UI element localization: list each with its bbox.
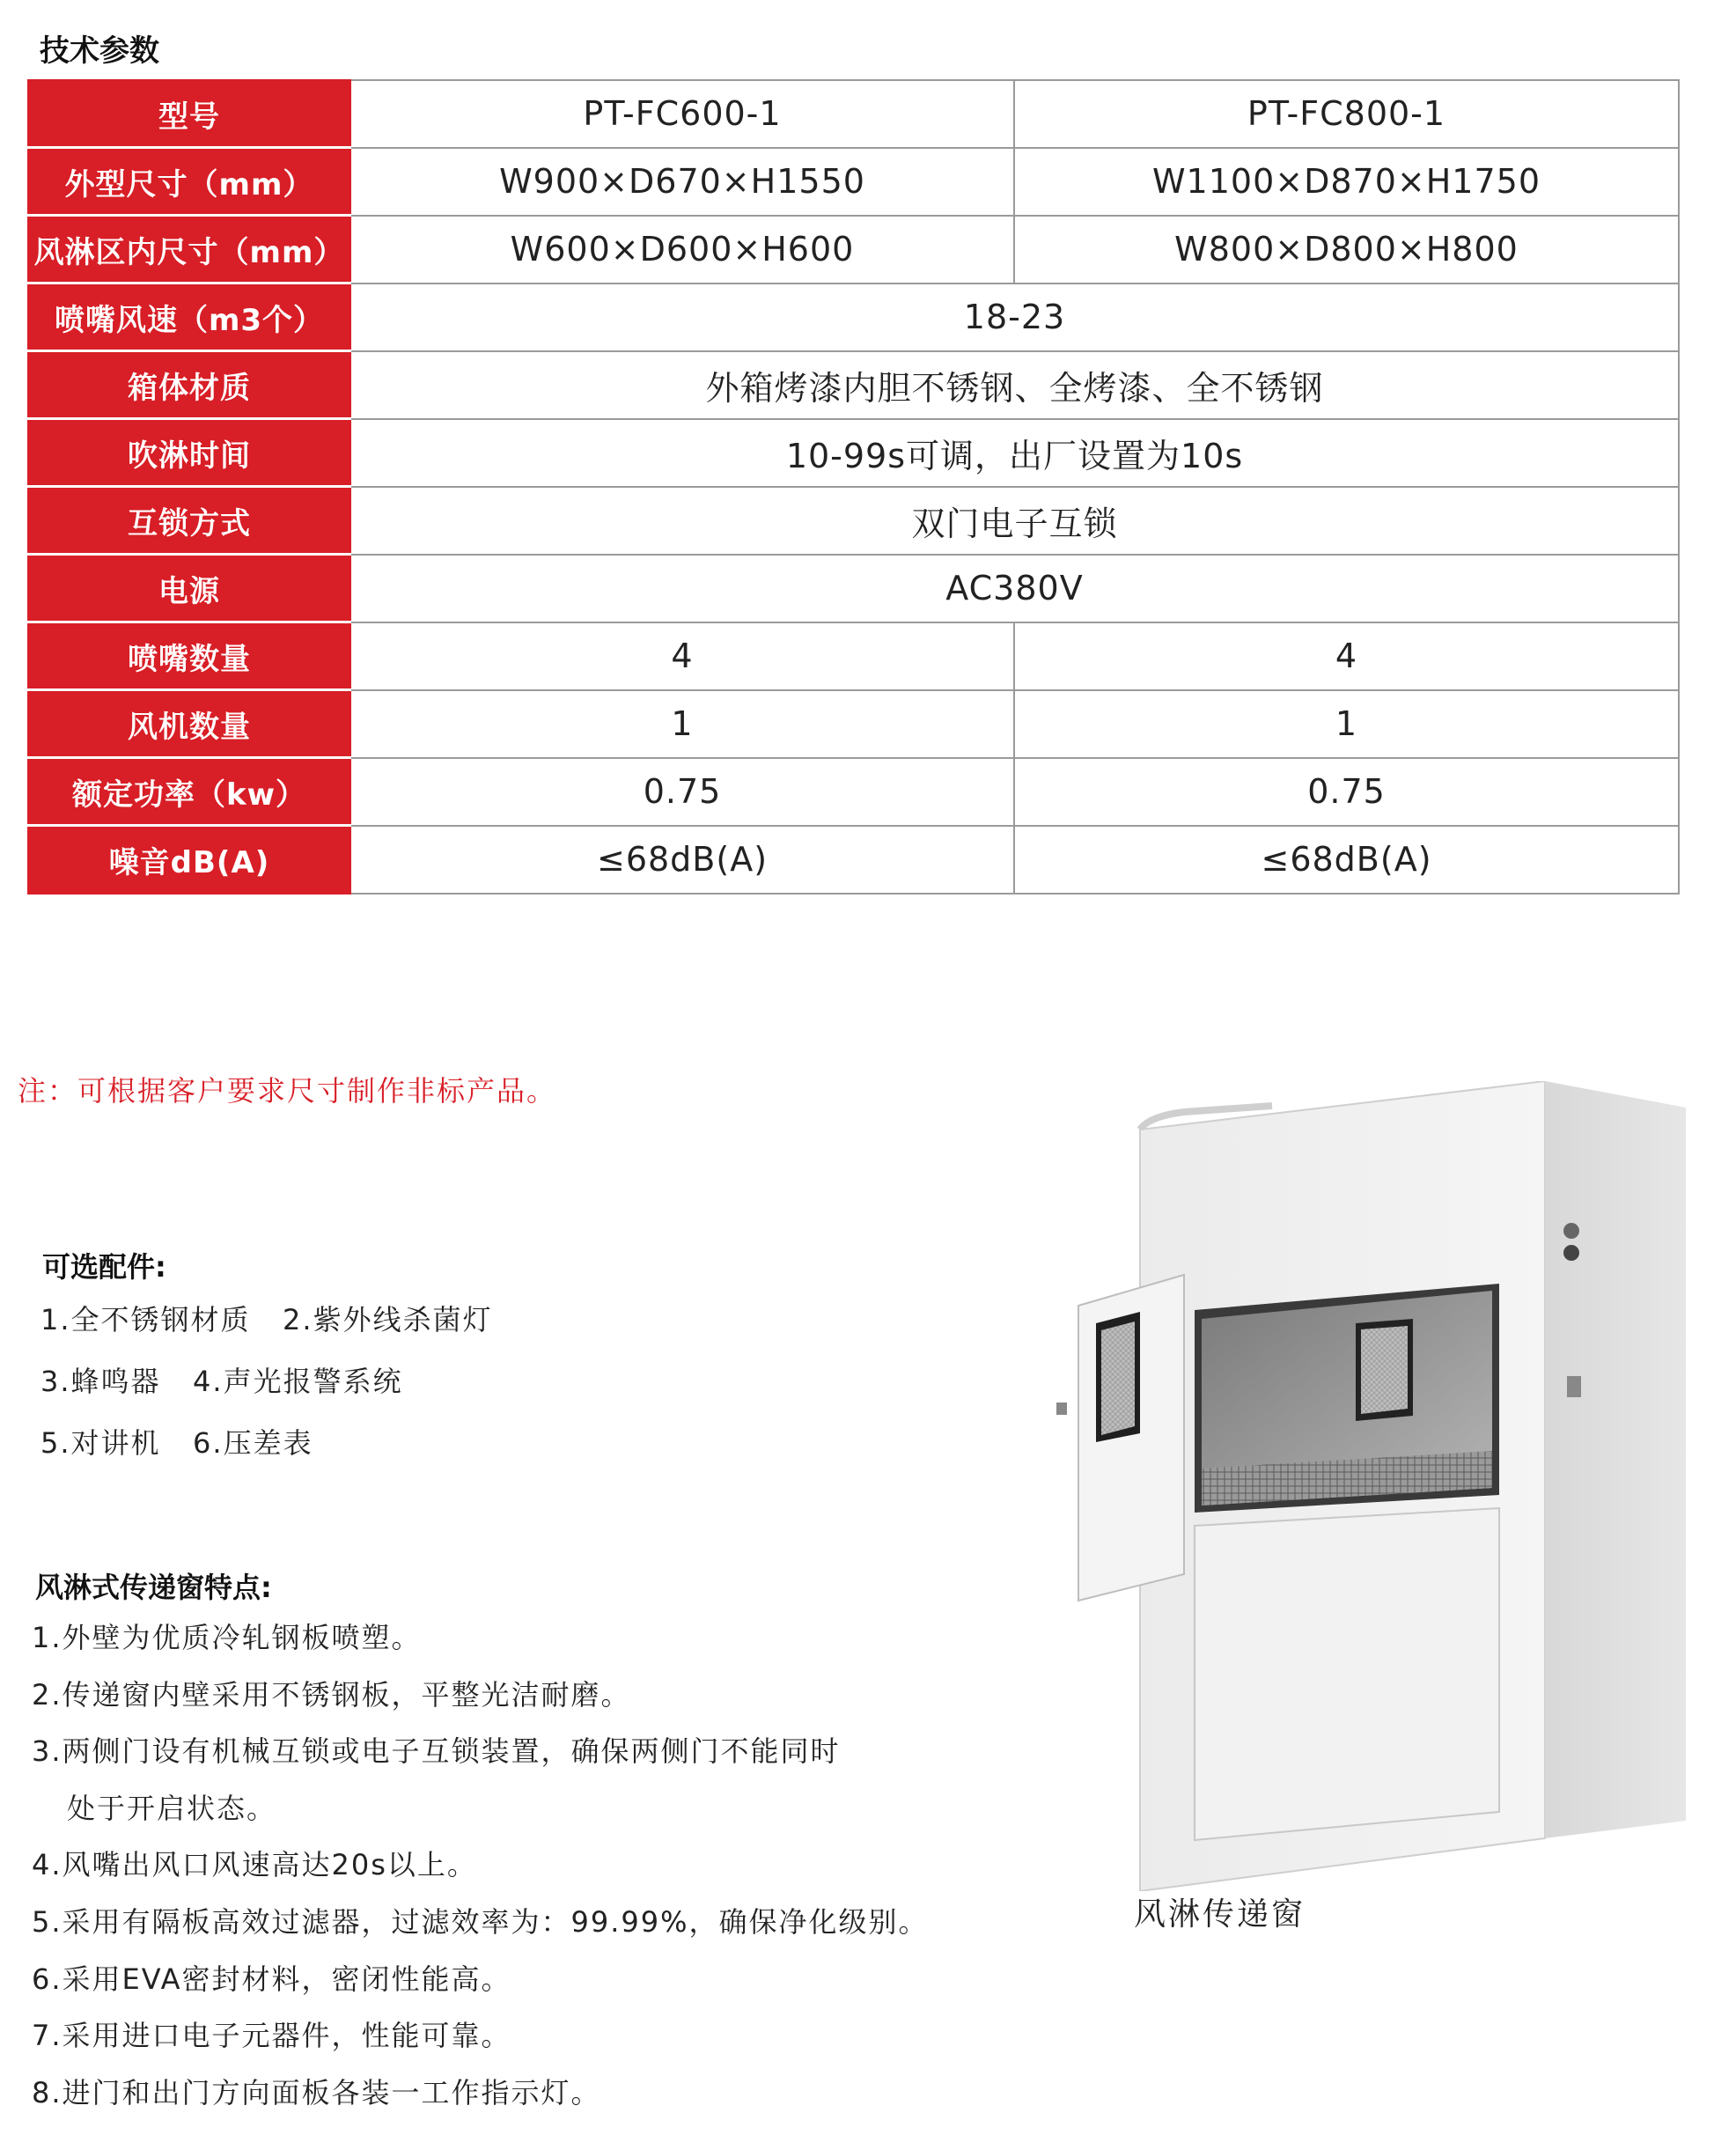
options-line: 1.全不锈钢材质 2.紫外线杀菌灯 — [40, 1303, 493, 1336]
feature-item: 4.风嘴出风口风速高达20s以上。 — [32, 1848, 477, 1882]
spec-label: 电源 — [28, 555, 350, 622]
spec-value: 外箱烤漆内胆不锈钢、全烤漆、全不锈钢 — [350, 351, 1679, 419]
side-latch-icon — [1567, 1376, 1581, 1397]
feature-item: 6.采用EVA密封材料，密闭性能高。 — [32, 1962, 511, 1996]
spec-row — [28, 690, 1679, 758]
feature-item: 7.采用进口电子元器件，性能可靠。 — [32, 2019, 511, 2053]
spec-row — [28, 283, 1679, 351]
spec-value: 1 — [1014, 690, 1679, 758]
spec-value: AC380V — [350, 555, 1679, 622]
spec-row — [28, 351, 1679, 419]
spec-value: 0.75 — [350, 758, 1014, 826]
spec-label: 喷嘴风速（m3个） — [28, 283, 350, 351]
cabinet-side — [1545, 1081, 1686, 1838]
spec-table — [27, 79, 1680, 894]
spec-row — [28, 148, 1679, 216]
features-list — [32, 1616, 929, 2127]
spec-label: 吹淋时间 — [28, 419, 350, 487]
spec-row — [28, 555, 1679, 622]
spec-label: 喷嘴数量 — [28, 622, 350, 690]
spec-row — [28, 419, 1679, 487]
indicator-light-icon — [1563, 1245, 1579, 1261]
spec-value: PT-FC600-1 — [350, 80, 1014, 148]
spec-label: 噪音dB(A) — [28, 826, 350, 894]
spec-value: 18-23 — [350, 283, 1679, 351]
features-title: 风淋式传递窗特点: — [35, 1571, 272, 1604]
options-list — [40, 1298, 493, 1483]
spec-label: 风机数量 — [28, 690, 350, 758]
options-title: 可选配件: — [42, 1250, 166, 1284]
feature-item: 1.外壁为优质冷轧钢板喷塑。 — [32, 1621, 422, 1654]
section-title: 技术参数 — [40, 33, 159, 69]
spec-row — [28, 487, 1679, 555]
pass-box-product-image — [1052, 1081, 1686, 1891]
indicator-light-icon — [1563, 1223, 1579, 1239]
spec-row — [28, 758, 1679, 826]
spec-row — [28, 826, 1679, 894]
spec-value: ≤68dB(A) — [350, 826, 1014, 894]
spec-value: W800×D800×H800 — [1014, 216, 1679, 283]
custom-size-note: 注：可根据客户要求尺寸制作非标产品。 — [18, 1074, 557, 1108]
feature-item-continued: 处于开启状态。 — [67, 1791, 277, 1825]
options-line: 5.对讲机 6.压差表 — [40, 1426, 313, 1460]
spec-value: ≤68dB(A) — [1014, 826, 1679, 894]
spec-value: 4 — [1014, 622, 1679, 690]
spec-row — [28, 216, 1679, 283]
spec-label: 外型尺寸（mm） — [28, 148, 350, 216]
spec-value: 0.75 — [1014, 758, 1679, 826]
feature-item: 5.采用有隔板高效过滤器，过滤效率为：99.99%，确保净化级别。 — [32, 1904, 929, 1939]
spec-row — [28, 622, 1679, 690]
feature-item: 3.两侧门设有机械互锁或电子互锁装置，确保两侧门不能同时 — [32, 1734, 841, 1769]
options-line: 3.蜂鸣器 4.声光报警系统 — [40, 1365, 403, 1398]
spec-value: PT-FC800-1 — [1014, 80, 1679, 148]
spec-label: 风淋区内尺寸（mm） — [28, 216, 350, 283]
spec-value: 4 — [350, 622, 1014, 690]
spec-label: 型号 — [28, 80, 350, 148]
spec-label: 箱体材质 — [28, 351, 350, 419]
spec-value: 10-99s可调，出厂设置为10s — [350, 419, 1679, 487]
spec-row — [28, 80, 1679, 148]
spec-value: 1 — [350, 690, 1014, 758]
lower-panel — [1195, 1508, 1499, 1840]
spec-label: 额定功率（kw） — [28, 758, 350, 826]
feature-item: 2.传递窗内壁采用不锈钢板，平整光洁耐磨。 — [32, 1677, 631, 1712]
spec-label: 互锁方式 — [28, 487, 350, 555]
door-window-glass — [1101, 1321, 1135, 1435]
door-latch-icon — [1056, 1402, 1067, 1415]
spec-value: 双门电子互锁 — [350, 487, 1679, 555]
feature-item: 8.进门和出门方向面板各装一工作指示灯。 — [32, 2075, 601, 2109]
back-window-glass — [1361, 1326, 1408, 1414]
spec-value: W600×D600×H600 — [350, 216, 1014, 283]
spec-value: W900×D670×H1550 — [350, 148, 1014, 216]
product-caption: 风淋传递窗 — [1134, 1896, 1306, 1933]
spec-value: W1100×D870×H1750 — [1014, 148, 1679, 216]
